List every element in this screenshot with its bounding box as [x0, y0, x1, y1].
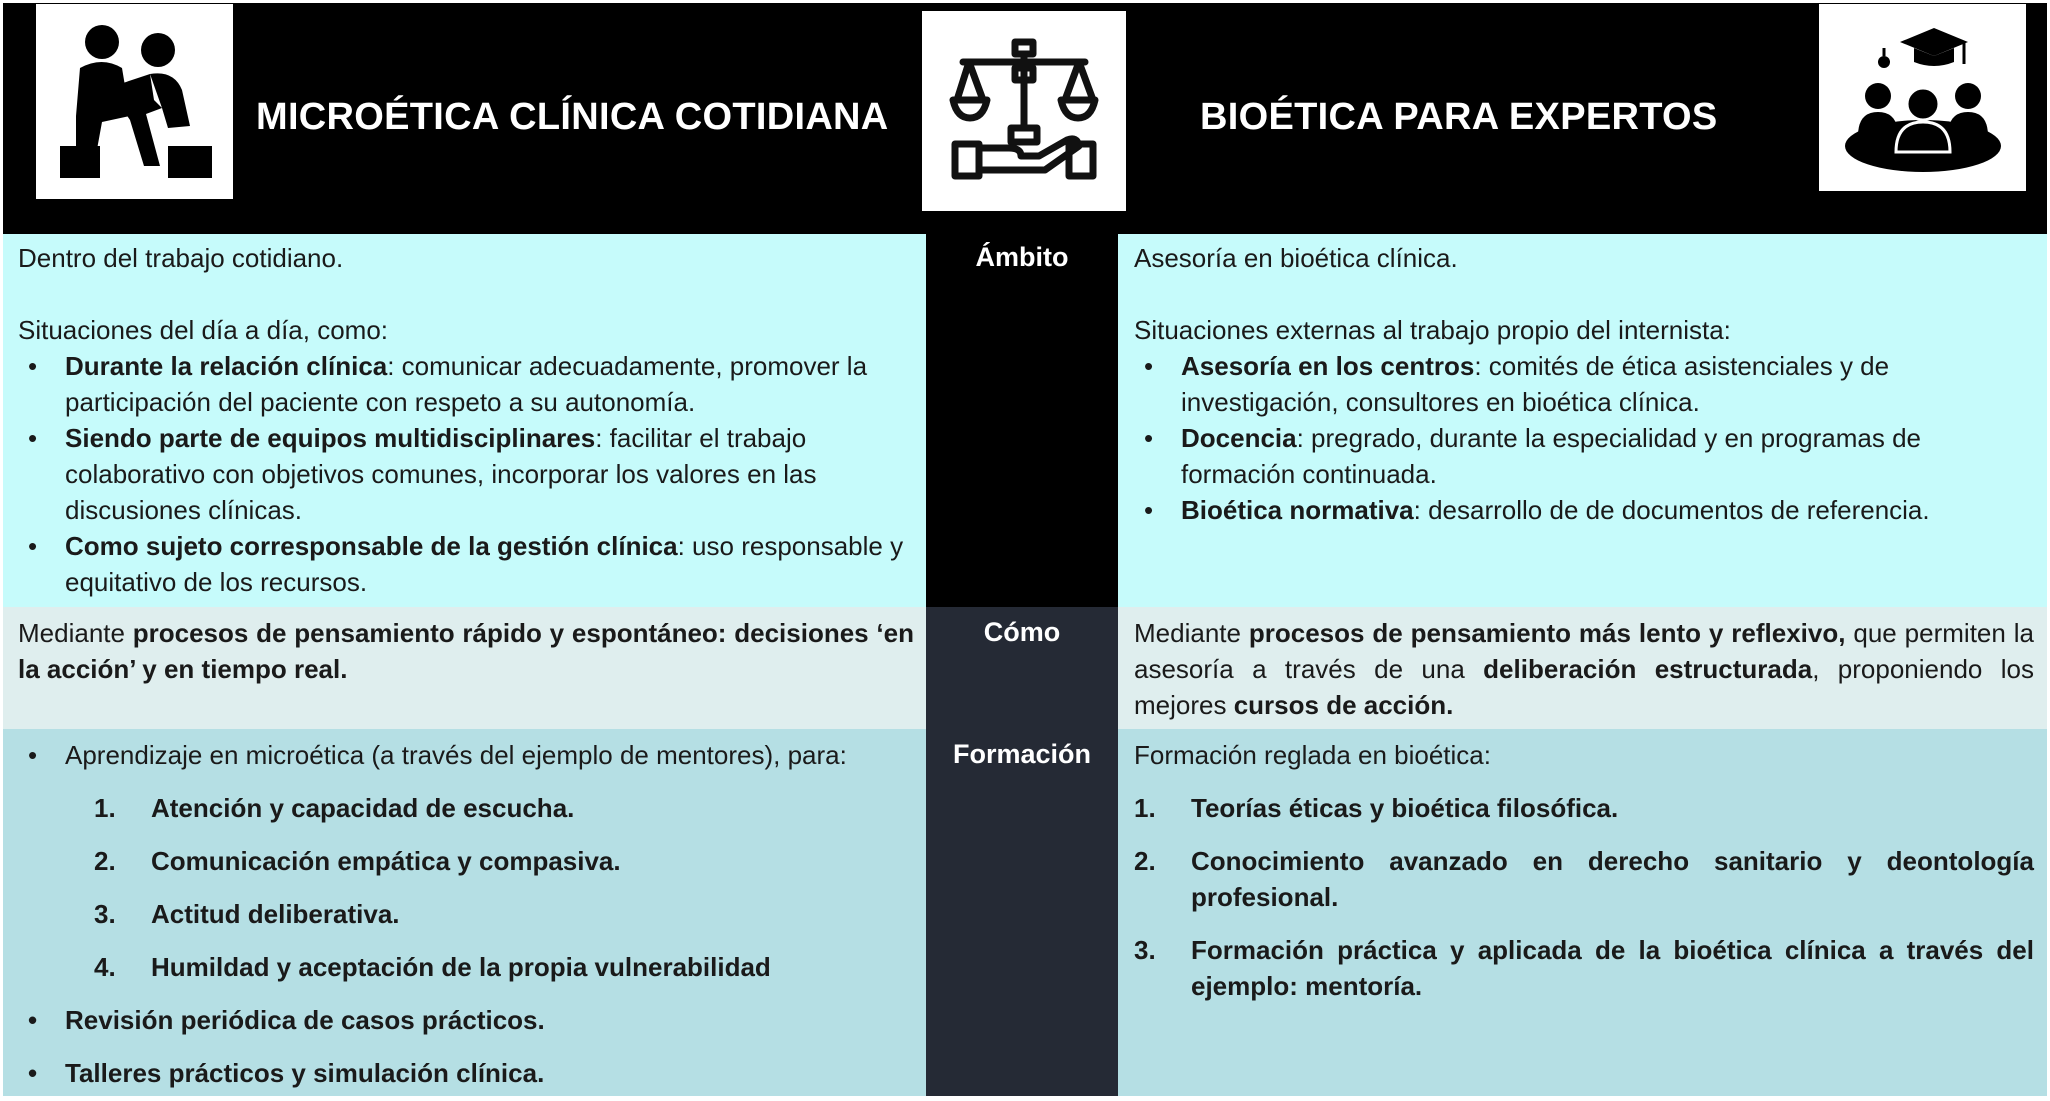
como-left-text: Mediante procesos de pensamiento rápido y espontáneo: decisiones ‘en la acción’ y en tiempo real. [18, 618, 914, 684]
list-item: • Revisión periódica de casos prácticos. [18, 1002, 914, 1038]
como-label: Cómo [983, 617, 1061, 647]
list-item: • Durante la relación clínica: comunicar adecuadamente, promover la participación del paciente con respeto a su autonomía. [18, 348, 914, 420]
list-item: • Bioética normativa: desarrollo de de documentos de referencia. [1134, 492, 2039, 528]
mentor-icon [36, 4, 233, 199]
right-header-title: BIOÉTICA PARA EXPERTOS [1200, 96, 1718, 138]
ambito-right-intro: Asesoría en bioética clínica. [1134, 243, 1458, 273]
formacion-label: Formación [952, 739, 1092, 769]
list-item: • Docencia: pregrado, durante la especialidad y en programas de formación continuada. [1134, 420, 2039, 492]
ambito-right-lead: Situaciones externas al trabajo propio del internista: [1134, 315, 1731, 345]
numbered-item: 4. Humildad y aceptación de la propia vulnerabilidad [94, 952, 771, 982]
numbered-item: 2. Comunicación empática y compasiva. [94, 846, 621, 876]
list-item: • Talleres prácticos y simulación clínica. [18, 1055, 914, 1091]
numbered-item: 1. Atención y capacidad de escucha. [94, 793, 575, 823]
ambito-label-cell [926, 234, 1118, 607]
formacion-right-lead: Formación reglada en bioética: [1134, 740, 1491, 770]
list-item: • Siendo parte de equipos multidisciplinares: facilitar el trabajo colaborativo con objetivos comunes, incorporar los valores en las discusiones clínicas. [18, 420, 914, 528]
ambito-left-intro: Dentro del trabajo cotidiano. [18, 243, 344, 273]
list-item: • Asesoría en los centros: comités de ética asistenciales y de investigación, consultores en bioética clínica. [1134, 348, 2039, 420]
formacion-left-text [18, 737, 914, 1091]
left-header-title: MICROÉTICA CLÍNICA COTIDIANA [256, 96, 889, 138]
numbered-item: 1. Teorías éticas y bioética filosófica. [1134, 793, 1619, 823]
numbered-item: 3. Formación práctica y aplicada de la bioética clínica a través del ejemplo: mentoría. [1134, 935, 2034, 1001]
ambito-left-lead: Situaciones del día a día, como: [18, 315, 389, 345]
list-item: • Aprendizaje en microética (a través del ejemplo de mentores), para: [18, 737, 914, 773]
education-group-icon [1819, 4, 2026, 191]
scales-hand-icon [922, 11, 1126, 211]
list-item: • Como sujeto corresponsable de la gestión clínica: uso responsable y equitativo de los recursos. [18, 528, 914, 600]
formacion-label-cell [926, 729, 1118, 1096]
ambito-right-text [1134, 240, 2039, 528]
formacion-right-text [1134, 737, 2034, 1004]
ambito-left-text [18, 240, 914, 600]
numbered-item: 2. Conocimiento avanzado en derecho sanitario y deontología profesional. [1134, 846, 2034, 912]
ambito-label: Ámbito [975, 242, 1069, 272]
numbered-item: 3. Actitud deliberativa. [94, 899, 400, 929]
como-right-text: Mediante procesos de pensamiento más lento y reflexivo, que permiten la asesoría a través de una deliberación estructurada, proponiendo los mejores cursos de acción. [1134, 618, 2034, 720]
